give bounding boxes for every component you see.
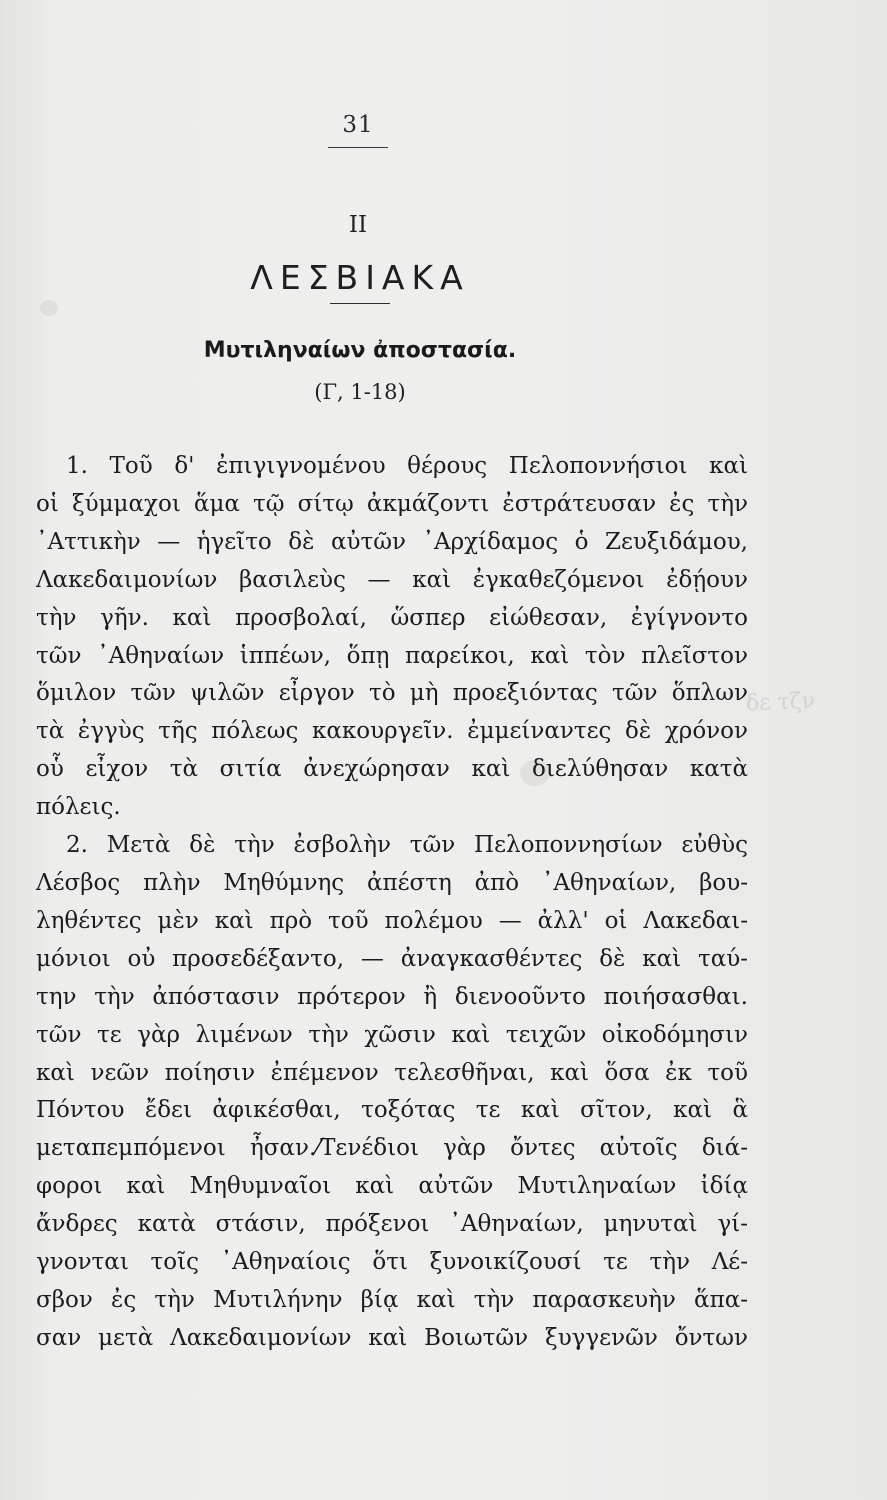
text-line: Λέσβος πλὴν Μηθύμνης ἀπέστη ἀπὸ ᾿Αθηναίων, βου- [36, 869, 748, 896]
source-reference: (Γ, 1-18) [314, 380, 406, 404]
body-text [36, 448, 748, 1358]
chapter-subtitle: Μυτιληναίων ἀποστασία. [203, 338, 517, 363]
bleed-through-mark: δε τζν [745, 688, 816, 717]
text-line: φοροι καὶ Μηθυμναῖοι καὶ αὐτῶν Μυτιληναίων ἰδίᾳ [36, 1173, 748, 1200]
text-line: τὰ ἐγγὺς τῆς πόλεως κακουργεῖν. ἐμμείναντες δὲ χρόνον [36, 718, 748, 745]
text-line: σβον ἐς τὴν Μυτιλήνην βίᾳ καὶ τὴν παρασκευὴν ἅπα- [36, 1286, 748, 1313]
text-line: καὶ νεῶν ποίησιν ἐπέμενον τελεσθῆναι, καὶ ὅσα ἐκ τοῦ [36, 1059, 748, 1086]
text-line: ληθέντες μὲν καὶ πρὸ τοῦ πολέμου — ἀλλ' οἱ Λακεδαι- [36, 907, 748, 934]
text-line: 1. Τοῦ δ' ἐπιγιγνομένου θέρους Πελοποννήσιοι καὶ [66, 453, 748, 479]
page-number: 31 [342, 112, 374, 138]
text-line: τῶν τε γὰρ λιμένων τὴν χῶσιν καὶ τειχῶν οἰκοδόμησιν [36, 1021, 748, 1048]
paper-stain [40, 300, 58, 316]
text-line: ἄνδρες κατὰ στάσιν, πρόξενοι ᾿Αθηναίων, μηνυταὶ γί- [36, 1211, 748, 1238]
text-line: ᾿Αττικὴν — ἡγεῖτο δὲ αὐτῶν ᾿Αρχίδαμος ὁ Ζευξιδάμου, [36, 528, 748, 555]
text-line: 2. Μετὰ δὲ τὴν ἐσβολὴν τῶν Πελοποννησίων εὐθὺς [66, 832, 748, 859]
page-number-underline [328, 147, 388, 148]
text-line: Λακεδαιμονίων βασιλεὺς — καὶ ἐγκαθεζόμενοι ἐδῄουν [36, 566, 748, 593]
text-line: γνονται τοῖς ᾿Αθηναίοις ὅτι ξυνοικίζουσί τε τὴν Λέ- [36, 1249, 748, 1276]
text-line: την τὴν ἀπόστασιν πρότερον ἢ διενοοῦντο ποιήσασθαι. [36, 983, 748, 1010]
text-line: πόλεις. [36, 794, 121, 821]
title-rule [330, 303, 390, 304]
section-numeral: II [348, 212, 368, 238]
text-line: οἱ ξύμμαχοι ἅμα τῷ σίτῳ ἀκμάζοντι ἐστράτευσαν ἐς τὴν [36, 490, 748, 517]
text-line: τὴν γῆν. καὶ προσβολαί, ὥσπερ εἰώθεσαν, ἐγίγνοντο [36, 604, 748, 631]
text-line: Πόντου ἔδει ἀφικέσθαι, τοξότας τε καὶ σῖτον, καὶ ἃ [36, 1097, 748, 1124]
text-line: σαν μετὰ Λακεδαιμονίων καὶ Βοιωτῶν ξυγγενῶν ὄντων [36, 1324, 748, 1351]
text-line: τῶν ᾿Αθηναίων ἱππέων, ὅπῃ παρείκοι, καὶ τὸν πλεῖστον [36, 642, 748, 669]
text-line: μεταπεμπόμενοι ἦσαν.⁄Τενέδιοι γὰρ ὄντες αὐτοῖς διά- [36, 1135, 748, 1162]
text-line: ὅμιλον τῶν ψιλῶν εἶργον τὸ μὴ προεξιόντας τῶν ὅπλων [36, 680, 748, 707]
text-line: οὗ εἶχον τὰ σιτία ἀνεχώρησαν καὶ διελύθησαν κατὰ [36, 756, 748, 783]
section-title: ΛΕΣΒΙΑΚΑ [250, 258, 470, 297]
text-line: μόνιοι οὐ προσεδέξαντο, — ἀναγκασθέντες δὲ καὶ ταύ- [36, 945, 748, 972]
